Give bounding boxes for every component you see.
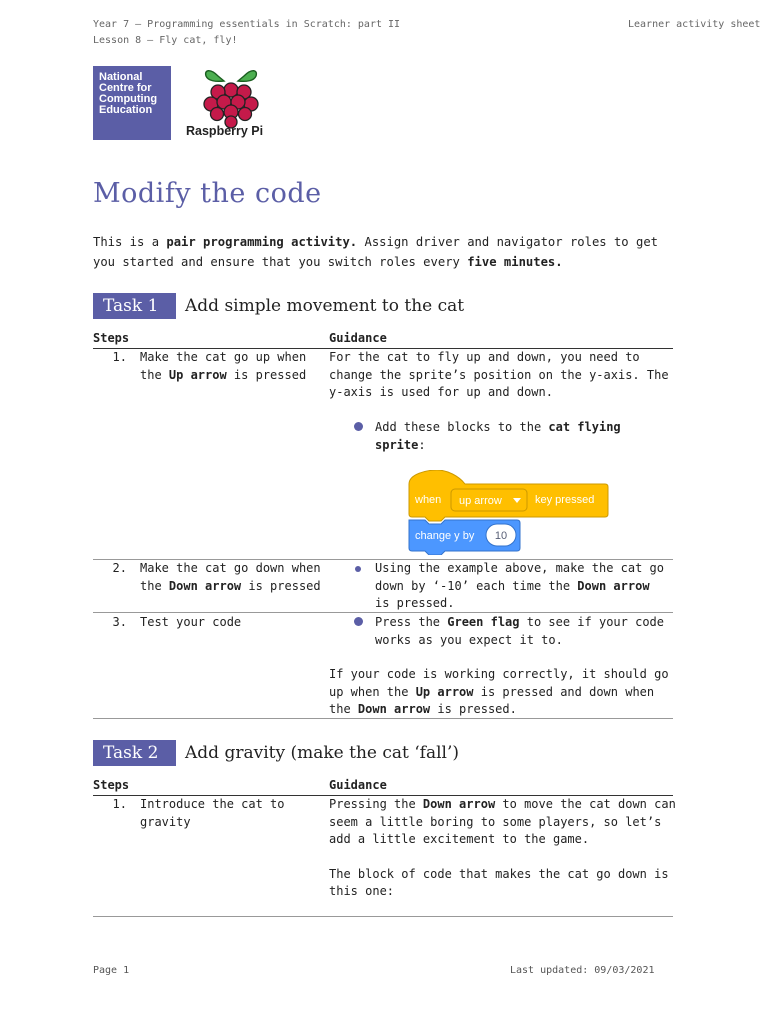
task2-row1-guidance: Pressing the Down arrow to move the cat down can seem a little boring to some players, so let’s add a little excitement to the game. The block of code that makes the cat go down is this one: [329, 797, 676, 898]
raspberry-pi-label: Raspberry Pi [186, 124, 264, 138]
bullet-icon [354, 617, 363, 626]
task1-row1-bullet: Add these blocks to the cat flying sprite: [375, 420, 621, 452]
task2-row1-step: Introduce the cat to gravity [140, 797, 285, 829]
bullet-icon [354, 422, 363, 431]
task2-col-guidance: Guidance [329, 778, 387, 792]
task1-row1-number: 1. [112, 350, 127, 364]
task1-row3-note: If your code is working correctly, it should go up when the Up arrow is pressed and down when the Down arrow is pressed. [329, 667, 669, 716]
ncce-logo: National Centre for Computing Education [93, 66, 171, 140]
task2-bottom-rule [93, 916, 673, 917]
task1-heading [93, 293, 464, 319]
scratch-key-pressed-label: key pressed [535, 494, 595, 506]
task1-col-guidance: Guidance [329, 331, 387, 345]
scratch-key-dropdown: up arrow [459, 495, 502, 507]
task1-bottom-rule [93, 718, 673, 719]
bullet-icon [355, 566, 361, 572]
task1-row3-number: 3. [112, 615, 127, 629]
footer-last-updated: Last updated: 09/03/2021 [510, 965, 655, 976]
task1-row2-number: 2. [112, 561, 127, 575]
scratch-change-y-label: change y by [415, 530, 475, 542]
intro-paragraph: This is a pair programming activity. Assign driver and navigator roles to get you started and ensure that you switch roles every five minutes. [93, 235, 658, 269]
task1-row1-guidance: For the cat to fly up and down, you need to change the sprite’s position on the y-axis. The y-axis is used for up and down. [329, 350, 669, 399]
task1-badge: Task 1 [93, 293, 176, 319]
header-lesson: Lesson 8 – Fly cat, fly! [93, 35, 238, 46]
task1-row-divider [93, 612, 673, 613]
task1-row2-guidance: Using the example above, make the cat go down by ‘-10’ each time the Down arrow is pressed. [375, 561, 664, 610]
header-doc-type: Learner activity sheet [628, 19, 761, 30]
scratch-value-input: 10 [494, 530, 508, 542]
task1-row3-guidance: Press the Green flag to see if your code works as you expect it to. [375, 615, 664, 647]
task2-col-steps: Steps [93, 778, 130, 792]
task2-row1-number: 1. [112, 797, 127, 811]
task2-badge: Task 2 [93, 740, 176, 766]
scratch-code-blocks [407, 470, 611, 555]
footer-page-number: Page 1 [93, 965, 130, 976]
task1-title: Add simple movement to the cat [185, 296, 465, 316]
task2-title: Add gravity (make the cat ‘fall’) [185, 743, 460, 763]
task1-col-steps: Steps [93, 331, 130, 345]
task2-heading [93, 740, 459, 766]
task1-row2-step: Make the cat go down when the Down arrow is pressed [140, 561, 321, 593]
page-title: Modify the code [93, 178, 322, 209]
header-course: Year 7 – Programming essentials in Scratch: part II [93, 19, 401, 30]
task1-row1-step: Make the cat go up when the Up arrow is pressed [140, 350, 307, 382]
scratch-when-label: when [415, 494, 442, 506]
task1-row3-step: Test your code [140, 615, 242, 629]
